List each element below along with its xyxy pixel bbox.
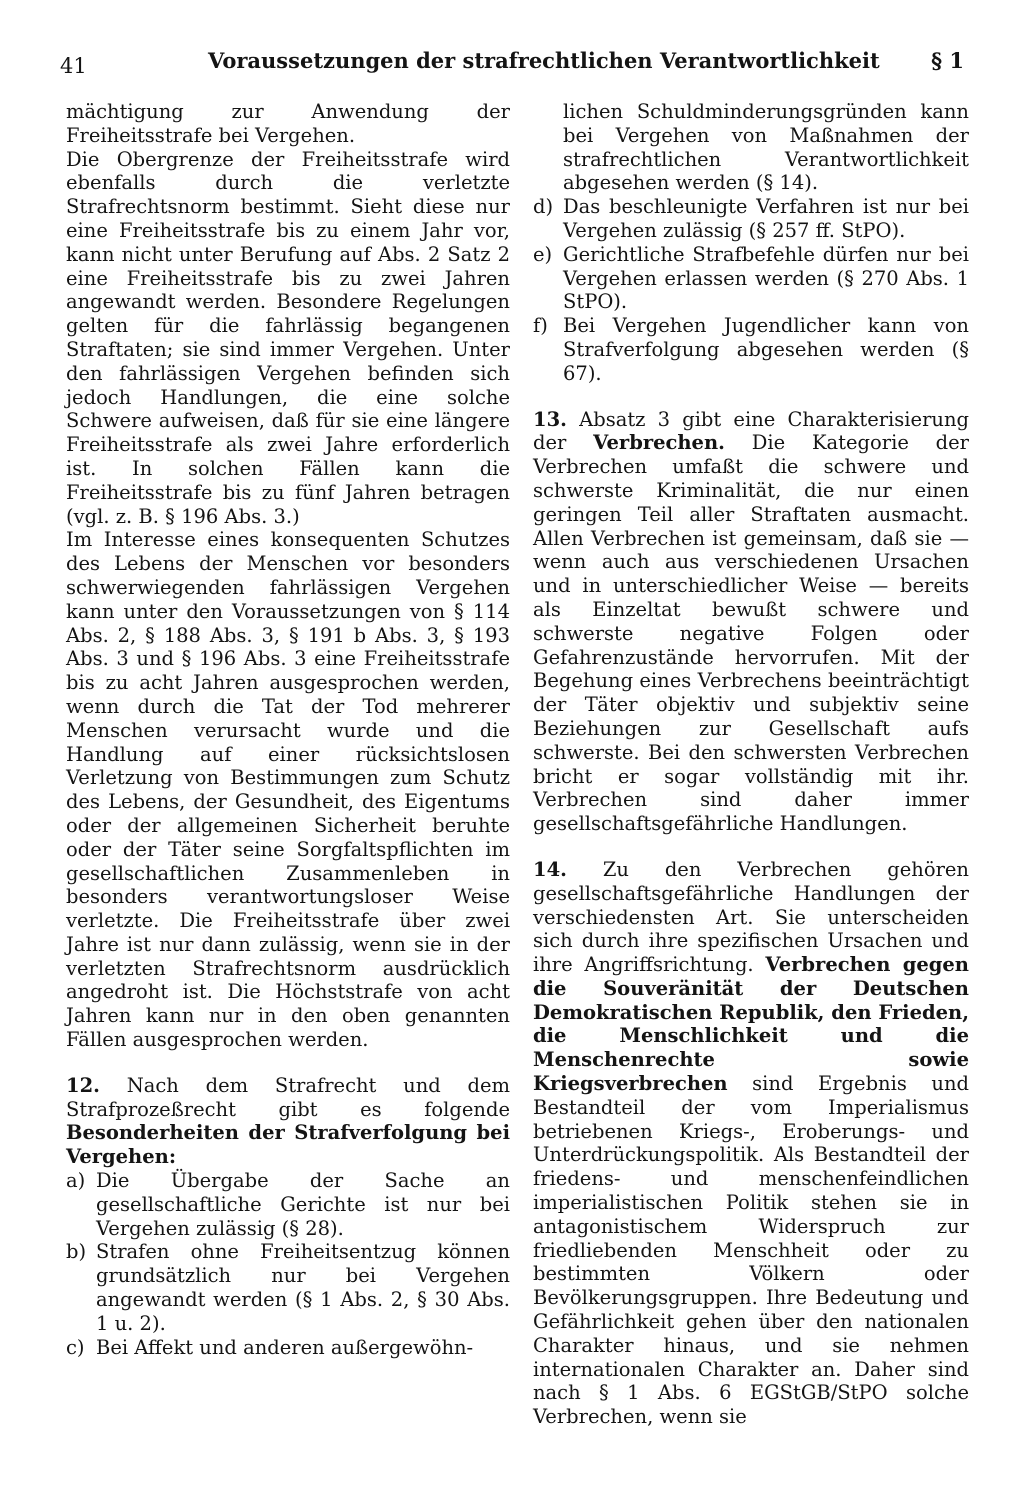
list-item (66, 1336, 510, 1360)
list-item-continuation (533, 100, 969, 195)
list-item-text: Gerichtliche Strafbefehle dürfen nur bei Vergehen erlassen werden (§ 270 Abs. 1 StPO). (563, 242, 969, 314)
list-item-label: b) (66, 1240, 87, 1264)
list-item-text: lichen Schuldminderungsgründen kann bei Vergehen von Maßnahmen der strafrechtlichen Verantwortlichkeit abgesehen werden (§ 14). (563, 100, 969, 195)
paragraph-number: 14. (533, 857, 567, 881)
list-item-text: Bei Affekt und anderen außergewöhn- (96, 1335, 474, 1359)
list-item-label: a) (66, 1169, 86, 1193)
paragraph-negligence: Im Interesse eines konsequenten Schutzes des Lebens der Menschen vor besonders schwerwiegenden fahrlässigen Vergehen kann unter den Voraussetzungen von § 114 Abs. 2, § 188 Abs. 3, § 191 b Abs. 3, § 193 Abs. 3 und § 196 Abs. 3 eine Freiheitsstrafe bis zu acht Jahren ausgesprochen werden, wenn durch die Tat der Tod mehrerer Menschen verursacht wurde und die Handlung auf einer rücksichtslosen Verletzung von Bestimmungen zum Schutz des Lebens, der Gesundheit, des Eigentums oder der allgemeinen Sicherheit beruhte oder der Täter seine Sorgfaltspflichten im gesellschaftlichen Zusammenleben in besonders verantwortungsloser Weise verletzte. Die Freiheitsstrafe über zwei Jahre ist nur dann zulässig, wenn sie in der verletzten Strafrechtsnorm ausdrücklich angedroht ist. Die Höchststrafe von acht Jahren kann nur in den oben genannten Fällen ausgesprochen werden. (66, 528, 510, 1052)
page-number: 41 (60, 54, 87, 78)
paragraph-text: Absatz 3 gibt eine Charakterisierung der (533, 407, 969, 455)
list-item-text: Strafen ohne Freiheitsentzug können grundsätzlich nur bei Vergehen angewandt werden (§ 1 Abs. 2, § 30 Abs. 1 u. 2). (96, 1240, 510, 1335)
list-item-label: d) (533, 195, 554, 219)
list-item (66, 1240, 510, 1335)
list-item-text: Das beschleunigte Verfahren ist nur bei Vergehen zulässig (§ 257 ff. StPO). (563, 195, 969, 242)
paragraph-number: 12. (66, 1073, 100, 1097)
paragraph-emphasis: Verbrechen gegen die Souveränität der Deutschen Demokratischen Republik, den Frieden, die Menschlichkeit und die Menschenrechte sowie Kriegsverbrechen (533, 953, 969, 1096)
list-item (533, 243, 969, 314)
paragraph-12 (66, 1074, 510, 1169)
paragraph-text: Die Kategorie der Verbrechen umfaßt die schwere und schwerste Kriminalität, die nur einen geringen Teil aller Straftaten ausmacht. Allen Verbrechen ist gemeinsam, daß sie — wenn auch aus verschiedenen Ursachen und in unterschiedlicher Weise — bereits als Einzeltat bewußt schwere und schwerste negative Folgen oder Gefahrenzustände hervorrufen. Mit der Begehung eines Verbrechens beeinträchtigt der Täter objektiv und subjektiv seine Beziehungen zur Gesellschaft aufs schwerste. Bei den schwersten Verbrechen bricht er sogar vollständig mit ihr. Verbrechen sind daher immer gesellschaftsgefährliche Handlungen. (533, 431, 970, 836)
paragraph-text: Zu den Verbrechen gehören gesellschaftsgefährliche Handlungen der verschiedensten Art. Sie unterscheiden sich durch ihre spezifischen Ursachen und ihre Angriffsrichtung. (533, 857, 969, 977)
list-item-label: c) (66, 1335, 85, 1359)
list-item (533, 195, 969, 243)
paragraph-text: Nach dem Strafrecht und dem Strafprozeßrecht gibt es folgende (66, 1073, 510, 1121)
paragraph-13 (533, 408, 969, 836)
right-column (533, 100, 969, 1429)
paragraph-upper-limit: Die Obergrenze der Freiheitsstrafe wird ebenfalls durch die verletzte Strafrechtsnorm bestimmt. Sieht diese nur eine Freiheitsstrafe bis zu einem Jahr vor, kann nicht unter Berufung auf Abs. 2 Satz 2 eine Freiheitsstrafe bis zu zwei Jahren angewandt werden. Besondere Regelungen gelten für die fahrlässig begangenen Straftaten; sie sind immer Vergehen. Unter den fahrlässigen Vergehen befinden sich jedoch Handlungen, die eine solche Schwere aufweisen, daß für sie eine längere Freiheitsstrafe als zwei Jahre erforderlich ist. In solchen Fällen kann die Freiheitsstrafe bis zu fünf Jahren betragen (vgl. z. B. § 196 Abs. 3.) (66, 147, 510, 528)
list-item-label: f) (533, 314, 548, 338)
paragraph-number: 13. (533, 407, 567, 431)
paragraph-14 (533, 858, 969, 1429)
section-marker: § 1 (931, 48, 964, 73)
paragraph-emphasis: Verbrechen. (593, 431, 725, 455)
paragraph-continuation: mächtigung zur Anwendung der Freiheitsstrafe bei Vergehen. (66, 100, 510, 147)
list-item (66, 1169, 510, 1240)
list-item-text: Die Übergabe der Sache an gesellschaftliche Gerichte ist nur bei Vergehen zulässig (§ 28). (96, 1169, 510, 1240)
page-header (58, 48, 970, 82)
list-item-label: e) (533, 242, 553, 266)
list-item-text: Bei Vergehen Jugendlicher kann von Strafverfolgung abgesehen werden (§ 67). (563, 314, 969, 385)
paragraph-emphasis: Besonderheiten der Strafverfolgung bei Vergehen: (66, 1121, 510, 1169)
running-title: Voraussetzungen der strafrechtlichen Verantwortlichkeit (208, 48, 880, 73)
left-column (66, 100, 510, 1359)
list-item (533, 314, 969, 385)
paragraph-text: sind Ergebnis und Bestandteil der vom Imperialismus betriebenen Kriegs-, Eroberungs- und Unterdrückungspolitik. Als Bestandteil der friedens- und menschenfeindlichen imperialistischen Politik stehen sie in antagonistischem Widerspruch zur friedliebenden Menschheit oder zu bestimmten Völkern oder Bevölkerungsgruppen. Ihre Bedeutung und Gefährlichkeit gehen über den nationalen Charakter hinaus, und sie nehmen internationalen Charakter an. Daher sind nach § 1 Abs. 6 EGStGB/StPO solche Verbrechen, wenn sie (533, 1072, 969, 1429)
